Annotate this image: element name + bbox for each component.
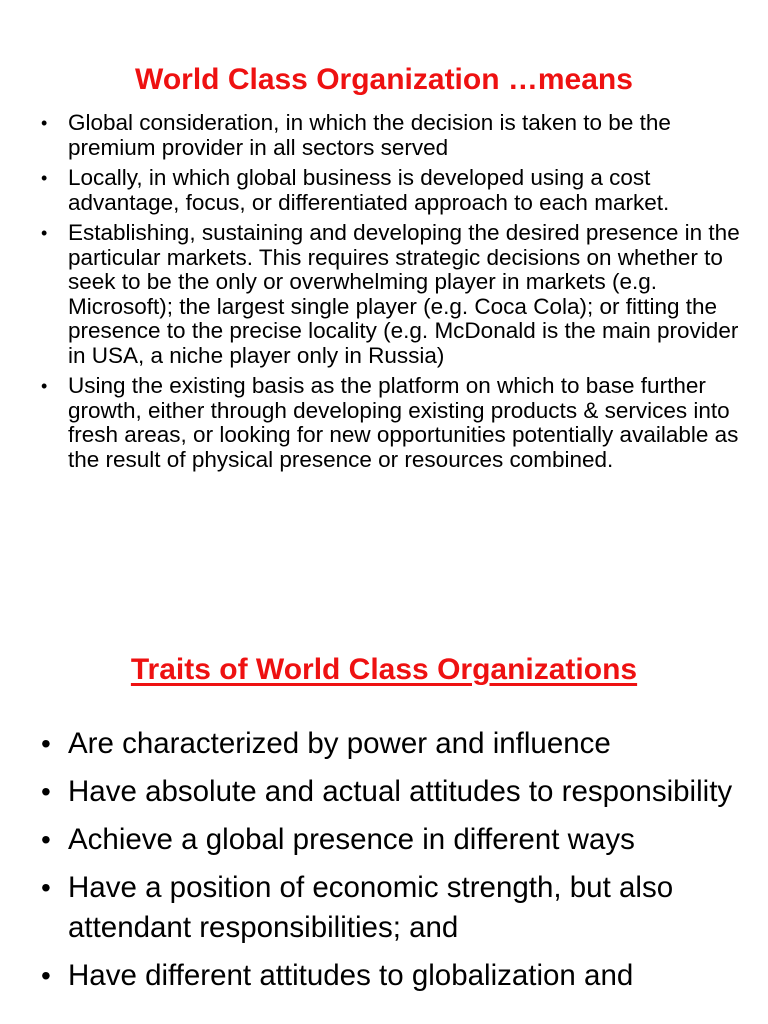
list-item (40, 724, 752, 764)
bullet-text: Achieve a global presence in different ways (68, 823, 635, 856)
bullet-text: Using the existing basis as the platform on which to base further growth, either through developing existing products & services into fresh areas, or looking for new opportunities potentially available as the result of physical presence or resources combined. (68, 373, 739, 472)
bullet-list (40, 111, 752, 478)
bullet-icon: • (41, 872, 51, 903)
bullet-text: Have different attitudes to globalization and (68, 959, 634, 992)
bullet-icon: • (41, 824, 51, 855)
bullet-icon: • (41, 376, 48, 396)
bullet-text: Establishing, sustaining and developing the desired presence in the particular markets. This requires strategic decisions on whether to seek to be the only or overwhelming player in markets (e.g. Microsoft); the largest single player (e.g. Coca Cola); or fitting the presence to the precise locality (e.g. McDonald is the main provider in USA, a niche player only in Russia) (68, 220, 740, 368)
list-item (40, 820, 752, 860)
bullet-icon: • (41, 113, 48, 133)
list-item (40, 221, 752, 368)
bullet-icon: • (41, 960, 51, 991)
list-item (40, 868, 752, 948)
bullet-text: Have a position of economic strength, but also attendant responsibilities; and (68, 871, 674, 944)
bullet-list (40, 724, 752, 1004)
list-item (40, 111, 752, 160)
list-item (40, 956, 752, 996)
slide-title: World Class Organization …means (135, 63, 633, 96)
bullet-icon: • (41, 728, 51, 759)
bullet-icon: • (41, 776, 51, 807)
list-item (40, 772, 752, 812)
bullet-text: Global consideration, in which the decision is taken to be the premium provider in all sectors served (68, 110, 671, 160)
list-item (40, 166, 752, 215)
bullet-icon: • (41, 223, 48, 243)
list-item (40, 374, 752, 472)
bullet-text: Have absolute and actual attitudes to responsibility (68, 775, 733, 808)
slide-title: Traits of World Class Organizations (130, 653, 638, 686)
bullet-text: Are characterized by power and influence (68, 727, 611, 760)
bullet-text: Locally, in which global business is developed using a cost advantage, focus, or differentiated approach to each market. (68, 165, 670, 215)
bullet-icon: • (41, 168, 48, 188)
